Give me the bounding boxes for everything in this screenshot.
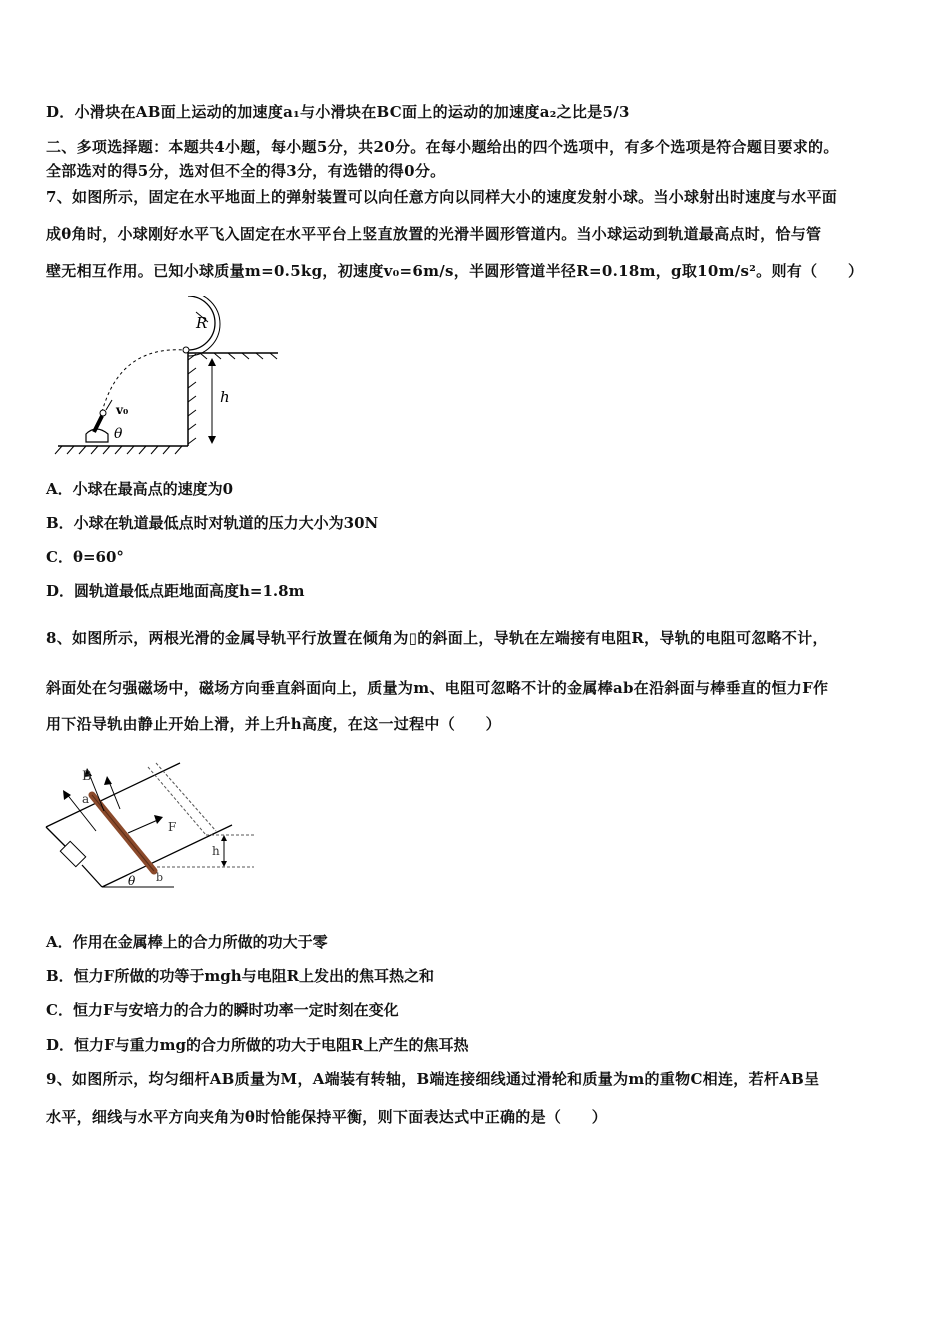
q8-label-b: B xyxy=(82,769,92,784)
q8-option-a: A．作用在金属棒上的合力所做的功大于零 xyxy=(46,933,328,951)
q7-option-b: B．小球在轨道最低点时对轨道的压力大小为30N xyxy=(46,514,379,532)
q8-figure xyxy=(44,755,254,895)
q8-stem-line1: 8、如图所示，两根光滑的金属导轨平行放置在倾角为▯的斜面上，导轨在左端接有电阻R，导轨的电阻可忽略不计， xyxy=(46,629,828,647)
q7-stem-line3: 壁无相互作用。已知小球质量m=0.5kg，初速度v₀=6m/s，半圆形管道半径R=0.18m，g取10m/s²。则有（ ） xyxy=(46,262,864,280)
q8-label-h: h xyxy=(212,844,220,858)
q8-label-theta: θ xyxy=(128,874,136,888)
q6-option-d: D．小滑块在AB面上运动的加速度a₁与小滑块在BC面上的运动的加速度a₂之比是5/3 xyxy=(46,103,630,121)
q7-option-a: A．小球在最高点的速度为0 xyxy=(46,480,234,498)
q7-stem-line1: 7、如图所示，固定在水平地面上的弹射装置可以向任意方向以同样大小的速度发射小球。当小球射出时速度与水平面 xyxy=(46,188,838,206)
q7-stem-line2: 成θ角时，小球刚好水平飞入固定在水平平台上竖直放置的光滑半圆形管道内。当小球运动到轨道最高点时，恰与管 xyxy=(46,225,822,243)
section2-heading-line2: 全部选对的得5分，选对但不全的得3分，有选错的得0分。 xyxy=(46,162,446,180)
q8-label-a: a xyxy=(82,792,90,806)
q8-option-b: B．恒力F所做的功等于mgh与电阻R上发出的焦耳热之和 xyxy=(46,967,435,985)
q7-label-h: h xyxy=(220,388,230,406)
q9-stem-line2: 水平，细线与水平方向夹角为θ时恰能保持平衡，则下面表达式中正确的是（ ） xyxy=(46,1108,608,1126)
q7-option-d: D．圆轨道最低点距地面高度h=1.8m xyxy=(46,582,305,600)
q7-label-v0: v₀ xyxy=(116,403,129,417)
section2-heading-line1: 二、多项选择题：本题共4小题，每小题5分，共20分。在每小题给出的四个选项中，有多个选项是符合题目要求的。 xyxy=(46,138,839,156)
q8-option-c: C．恒力F与安培力的合力的瞬时功率一定时刻在变化 xyxy=(46,1001,399,1019)
q8-stem-line3: 用下沿导轨由静止开始上滑，并上升h高度，在这一过程中（ ） xyxy=(46,715,501,733)
q8-label-b-end: b xyxy=(156,871,164,884)
q8-label-f: F xyxy=(168,820,177,834)
q7-option-c: C．θ=60° xyxy=(46,548,124,566)
q7-label-r: R xyxy=(196,314,208,332)
q9-stem-line1: 9、如图所示，均匀细杆AB质量为M，A端装有转轴，B端连接细线通过滑轮和质量为m的重物C相连，若杆AB呈 xyxy=(46,1070,820,1088)
q7-label-theta: θ xyxy=(114,426,123,442)
q8-stem-line2: 斜面处在匀强磁场中，磁场方向垂直斜面向上，质量为m、电阻可忽略不计的金属棒ab在沿斜面与棒垂直的恒力F作 xyxy=(46,679,829,697)
q8-option-d: D．恒力F与重力mg的合力所做的功大于电阻R上产生的焦耳热 xyxy=(46,1036,469,1054)
q7-figure xyxy=(50,296,290,461)
